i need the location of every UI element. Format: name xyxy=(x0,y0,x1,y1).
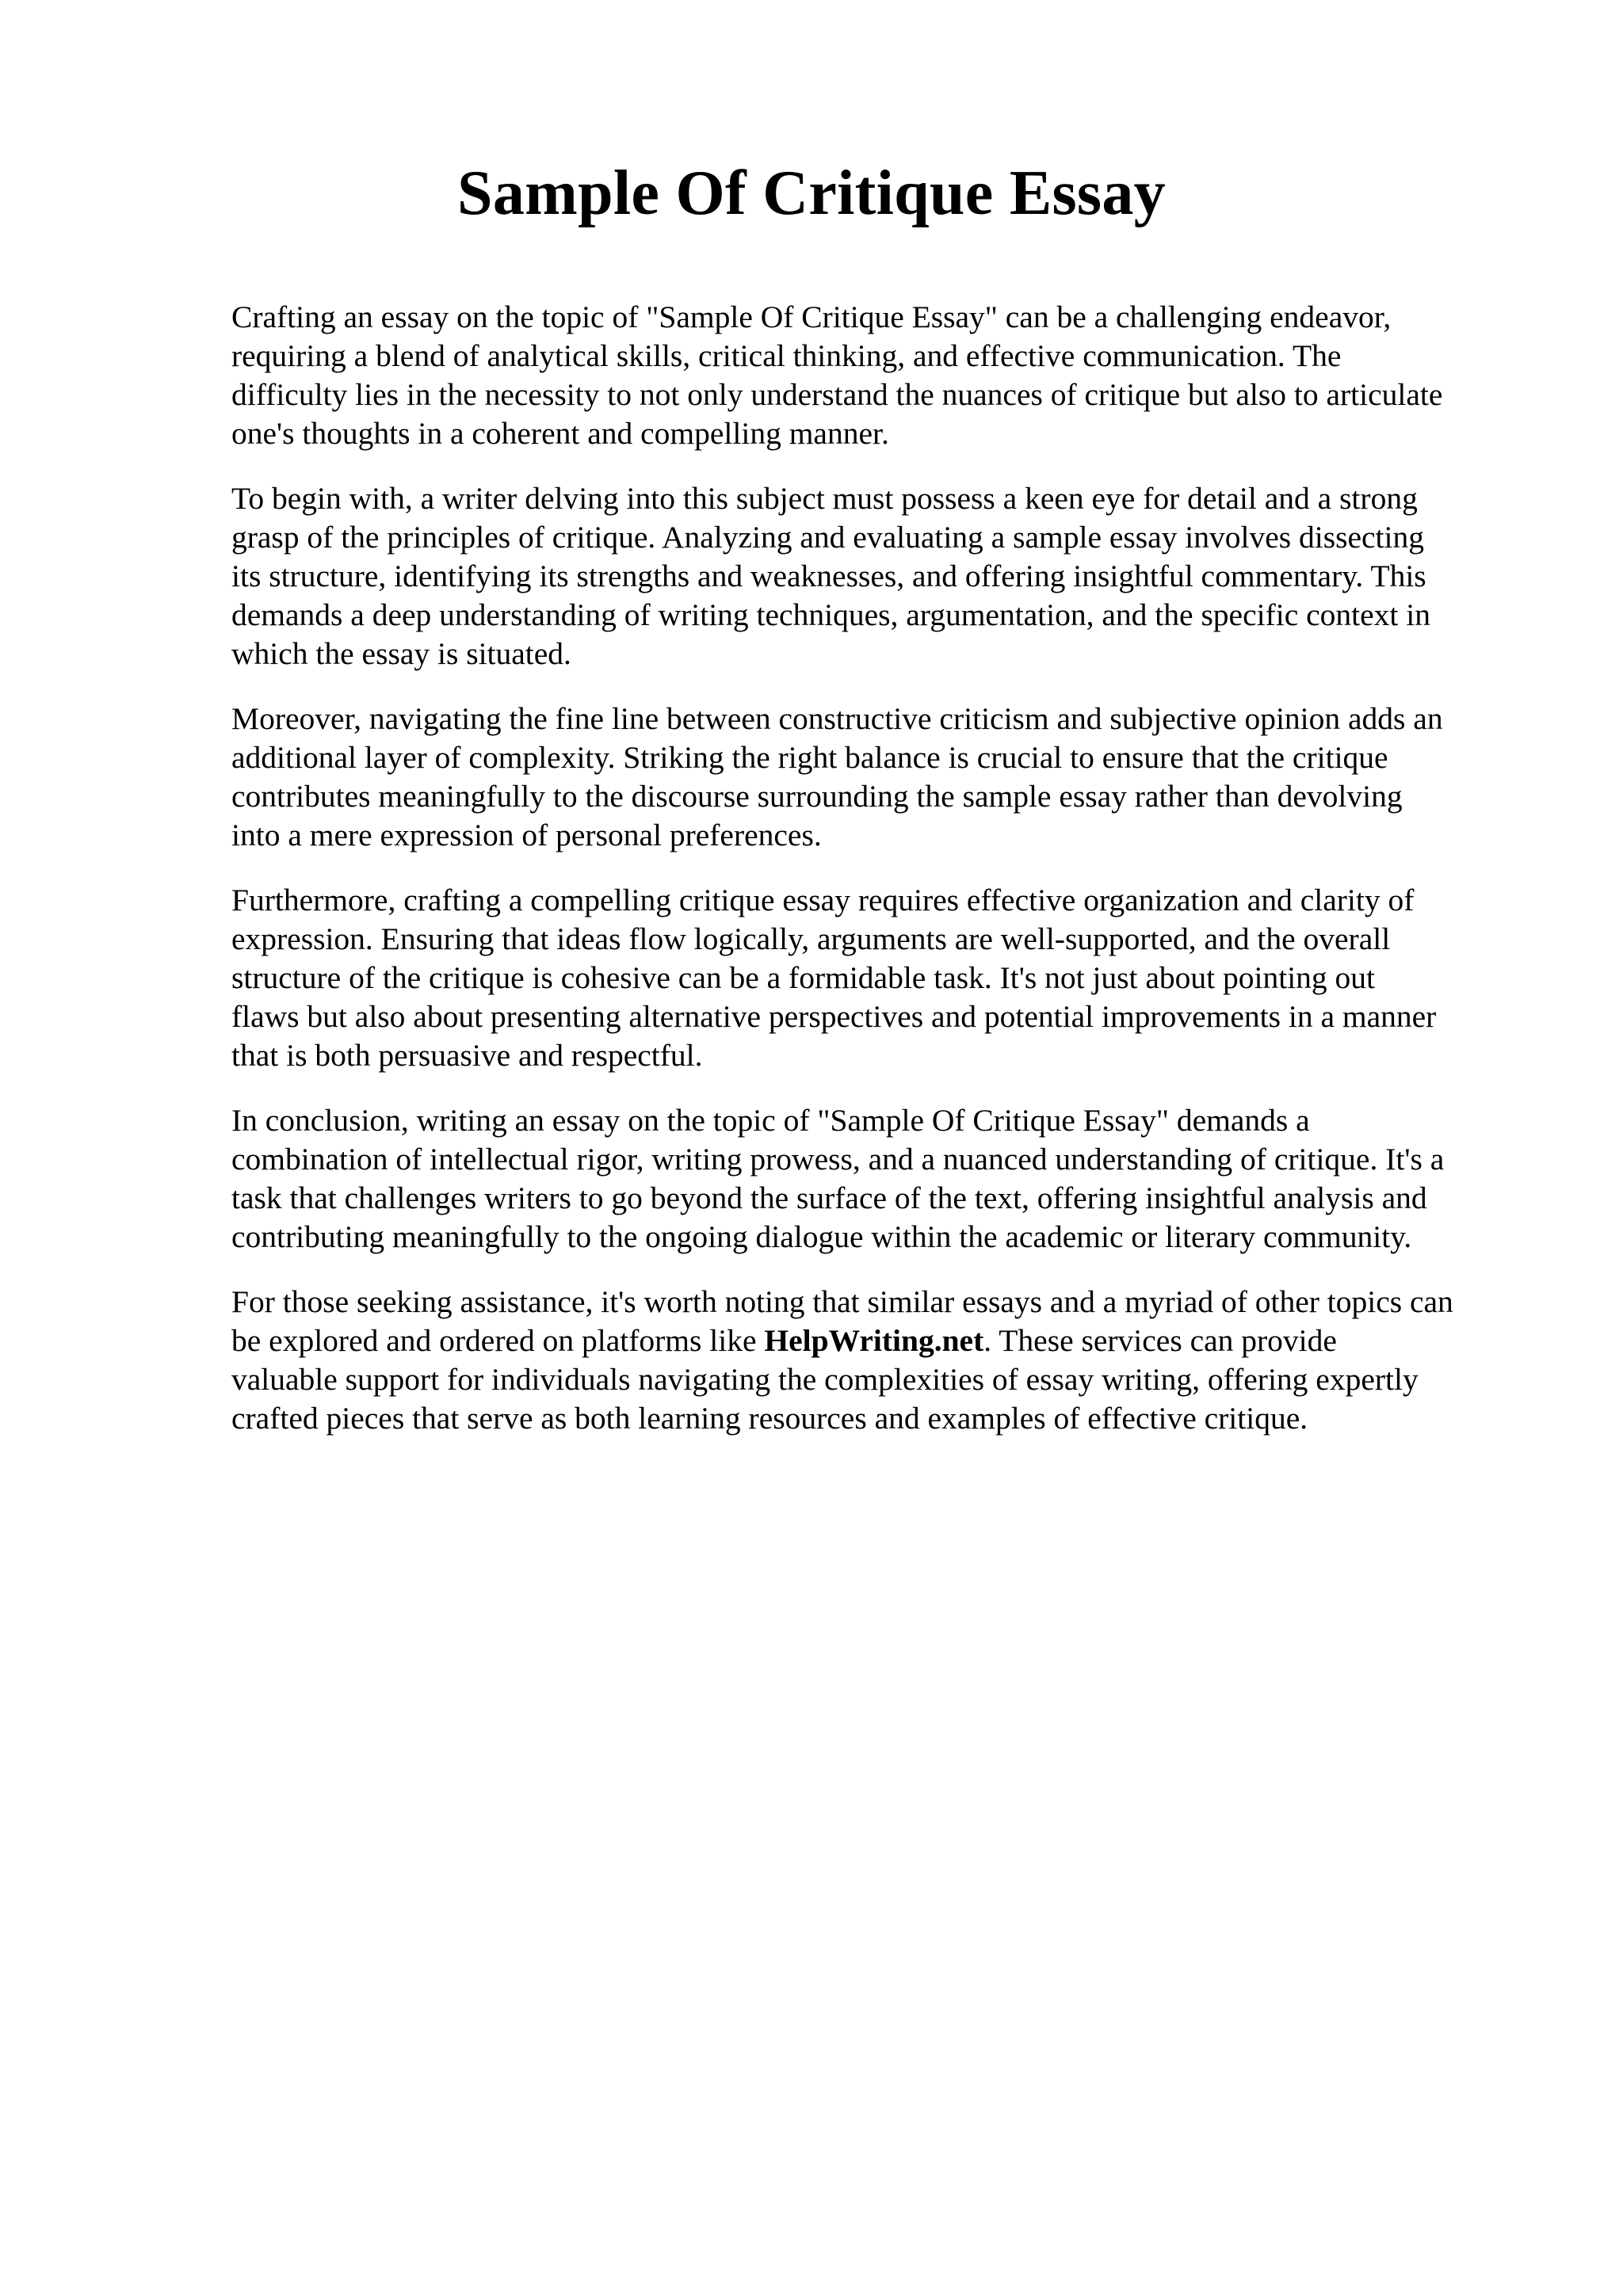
text-line: grasp of the principles of critique. Analyzing and evaluating a sample essay involves dissecting xyxy=(231,520,1424,555)
text-line: requiring a blend of analytical skills, critical thinking, and effective communication. The xyxy=(231,338,1342,373)
text-line: demands a deep understanding of writing techniques, argumentation, and the specific context in xyxy=(231,597,1430,632)
text-line: task that challenges writers to go beyond the surface of the text, offering insightful analysis and xyxy=(231,1180,1427,1215)
text-line: crafted pieces that serve as both learning resources and examples of effective critique. xyxy=(231,1401,1308,1436)
text-line: Crafting an essay on the topic of "Sample Of Critique Essay" can be a challenging endeavor, xyxy=(231,299,1392,334)
text-segment: be explored and ordered on platforms like xyxy=(231,1323,765,1358)
page-title: Sample Of Critique Essay xyxy=(457,158,1166,228)
text-line: To begin with, a writer delving into this subject must possess a keen eye for detail and a strong xyxy=(231,481,1418,516)
text-segment: . These services can provide xyxy=(983,1323,1337,1358)
essay-body xyxy=(231,298,1531,1464)
text-line: contributing meaningfully to the ongoing dialogue within the academic or literary community. xyxy=(231,1219,1412,1254)
text-line: its structure, identifying its strengths and weaknesses, and offering insightful commentary. This xyxy=(231,559,1426,593)
text-line: one's thoughts in a coherent and compelling manner. xyxy=(231,416,889,451)
text-line: contributes meaningfully to the discourse surrounding the sample essay rather than devolving xyxy=(231,779,1403,814)
paragraph-furthermore xyxy=(231,881,1531,1075)
paragraph-conclusion xyxy=(231,1101,1531,1257)
text-line: structure of the critique is cohesive can be a formidable task. It's not just about pointing out xyxy=(231,960,1376,995)
paragraph-begin xyxy=(231,479,1531,673)
text-line: additional layer of complexity. Striking the right balance is crucial to ensure that the critique xyxy=(231,740,1388,775)
text-line: combination of intellectual rigor, writing prowess, and a nuanced understanding of critique. It's a xyxy=(231,1142,1445,1177)
text-line: In conclusion, writing an essay on the topic of "Sample Of Critique Essay" demands a xyxy=(231,1103,1310,1138)
text-line: which the essay is situated. xyxy=(231,636,571,671)
text-line: flaws but also about presenting alternative perspectives and potential improvements in a manner xyxy=(231,999,1437,1034)
text-line: Moreover, navigating the fine line between constructive criticism and subjective opinion adds an xyxy=(231,701,1443,736)
text-line: Furthermore, crafting a compelling critique essay requires effective organization and clarity of xyxy=(231,883,1415,917)
text-line-with-link xyxy=(231,1322,1531,1360)
text-line: For those seeking assistance, it's worth noting that similar essays and a myriad of other topics can xyxy=(231,1284,1453,1319)
text-line: difficulty lies in the necessity to not only understand the nuances of critique but also to articulate xyxy=(231,377,1443,412)
text-line: expression. Ensuring that ideas flow logically, arguments are well-supported, and the overall xyxy=(231,921,1391,956)
text-line: valuable support for individuals navigating the complexities of essay writing, offering expertly xyxy=(231,1362,1419,1397)
paragraph-assistance xyxy=(231,1283,1531,1438)
text-line: into a mere expression of personal preferences. xyxy=(231,818,822,852)
text-line: that is both persuasive and respectful. xyxy=(231,1038,703,1073)
helpwriting-link[interactable]: HelpWriting.net xyxy=(764,1323,984,1358)
paragraph-intro xyxy=(231,298,1531,453)
paragraph-moreover xyxy=(231,700,1531,855)
